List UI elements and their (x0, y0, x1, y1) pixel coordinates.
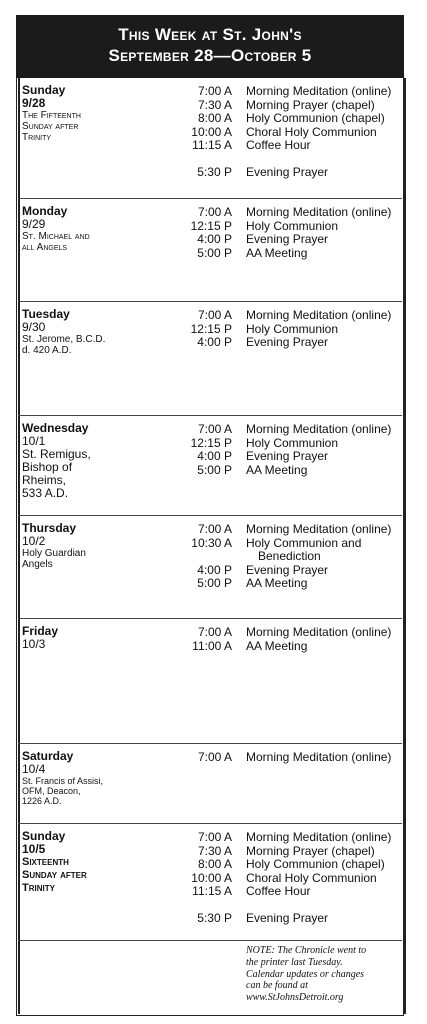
event-row (18, 111, 402, 125)
event-row (18, 436, 402, 450)
event-row (18, 830, 402, 844)
day-section (18, 78, 402, 198)
event-name: Evening Prayer (246, 232, 329, 246)
event-row (18, 125, 402, 139)
event-time: 7:00 A (197, 830, 232, 844)
event-name: AA Meeting (246, 462, 308, 477)
event-row (18, 308, 402, 322)
day-name: Tuesday (22, 307, 70, 321)
event-row (18, 911, 402, 925)
day-section (18, 743, 402, 824)
event-name: Morning Meditation (online) (246, 625, 392, 639)
event-row (18, 165, 402, 179)
event-row (18, 422, 402, 436)
feast-line: Trinity (22, 882, 55, 894)
feast-line: Sunday after (22, 869, 87, 881)
feast-line: St. Francis of Assisi, (22, 776, 104, 786)
event-row (18, 898, 402, 912)
event-row (18, 98, 402, 112)
event-time: 4:00 P (197, 335, 232, 349)
event-time: 5:00 P (197, 462, 232, 477)
event-row (18, 232, 402, 246)
feast-line: St. Jerome, B.C.D. (22, 334, 106, 345)
event-name: Morning Meditation (online) (246, 422, 392, 436)
event-row (18, 625, 402, 639)
day-date: 9/28 (22, 96, 46, 110)
event-name: Morning Meditation (online) (246, 750, 392, 764)
event-name: Morning Prayer (chapel) (246, 97, 375, 112)
event-time: 7:00 A (197, 522, 232, 536)
feast-line: all Angels (22, 242, 68, 253)
day-section (18, 415, 402, 516)
event-row (18, 563, 402, 577)
note-line: can be found at (246, 980, 308, 992)
day-date: 10/2 (22, 534, 46, 548)
day-section (18, 823, 402, 941)
event-time: 4:00 P (197, 562, 232, 577)
event-time: 11:15 A (192, 138, 232, 152)
event-row (18, 84, 402, 98)
event-time: 8:00 A (197, 111, 232, 125)
event-name: Choral Holy Communion (246, 124, 377, 139)
note-line: the printer last Tuesday. (246, 956, 343, 968)
event-name: Evening Prayer (246, 335, 329, 349)
event-time: 7:30 A (197, 843, 232, 858)
event-name: Holy Communion (chapel) (246, 857, 385, 871)
event-name: Morning Meditation (online) (246, 308, 392, 322)
day-date: 9/29 (22, 217, 46, 231)
day-date: 10/3 (22, 637, 46, 651)
event-name: Holy Communion and (246, 535, 362, 550)
event-name: Evening Prayer (246, 911, 329, 925)
event-row (18, 549, 402, 563)
feast-line: Rheims, (22, 473, 67, 487)
feast-line: Sixteenth (22, 856, 69, 868)
day-section (18, 301, 402, 416)
event-row (18, 639, 402, 653)
event-time: 12:15 P (190, 218, 232, 233)
event-name: Holy Communion (chapel) (246, 111, 385, 125)
event-name: AA Meeting (246, 576, 308, 590)
event-name: Morning Meditation (online) (246, 84, 392, 98)
day-name: Friday (22, 624, 59, 638)
event-row (18, 205, 402, 219)
event-name: Holy Communion (246, 321, 339, 336)
feast-line: OFM, Deacon, (22, 786, 81, 796)
day-name: Sunday (22, 829, 66, 843)
feast-line: Trinity (22, 132, 52, 143)
event-row (18, 576, 402, 590)
day-name: Thursday (22, 521, 77, 535)
note-line: www.StJohnsDetroit.org (246, 992, 344, 1004)
event-time: 5:30 P (197, 165, 232, 179)
calendar-header (16, 15, 404, 78)
feast-line: Bishop of (22, 460, 73, 474)
event-row (18, 750, 402, 764)
event-name: AA Meeting (246, 638, 308, 653)
note-line: NOTE: The Chronicle went to (246, 945, 367, 956)
event-name: AA Meeting (246, 245, 308, 260)
event-row (18, 884, 402, 898)
day-name: Sunday (22, 83, 66, 97)
feast-line: St. Michael and (22, 231, 90, 242)
event-name: Morning Prayer (chapel) (246, 843, 375, 858)
header-title: This Week at St. John's (118, 25, 302, 44)
note-section (18, 940, 402, 1015)
event-time: 4:00 P (197, 449, 232, 463)
day-date: 10/4 (22, 762, 46, 776)
feast-line: 1226 A.D. (22, 796, 62, 806)
event-name: Coffee Hour (246, 884, 311, 898)
event-time: 7:00 A (197, 750, 232, 764)
event-name: Holy Communion (246, 218, 339, 233)
event-row (18, 322, 402, 336)
event-name: Morning Meditation (online) (246, 522, 392, 536)
event-time: 12:15 P (190, 435, 232, 450)
event-time: 8:00 A (197, 857, 232, 871)
feast-line: St. Remigus, (22, 447, 91, 461)
event-time: 7:00 A (197, 308, 232, 322)
event-time: 7:30 A (197, 97, 232, 112)
event-name: Coffee Hour (246, 138, 311, 152)
event-time: 5:30 P (197, 911, 232, 925)
day-section (18, 515, 402, 619)
event-row (18, 460, 402, 477)
event-name: Evening Prayer (246, 562, 329, 577)
feast-line: Holy Guardian (22, 548, 86, 559)
event-row (18, 536, 402, 550)
event-time: 10:00 A (191, 124, 232, 139)
event-row (18, 152, 402, 166)
event-time: 4:00 P (197, 232, 232, 246)
event-time: 5:00 P (197, 245, 232, 260)
event-name: Evening Prayer (246, 449, 329, 463)
event-name: Holy Communion (246, 435, 339, 450)
event-row (18, 335, 402, 349)
event-name: Morning Meditation (online) (246, 830, 392, 844)
weekly-calendar (16, 15, 404, 1016)
feast-line: 533 A.D. (22, 486, 69, 500)
event-name: Evening Prayer (246, 165, 329, 179)
event-time: 11:15 A (192, 884, 232, 898)
event-row (18, 449, 402, 463)
feast-line: d. 420 A.D. (22, 345, 72, 356)
event-row (18, 138, 402, 152)
feast-line: Angels (22, 559, 53, 570)
event-time: 7:00 A (197, 84, 232, 98)
event-row (18, 844, 402, 858)
event-time: 5:00 P (197, 576, 232, 590)
event-time: 7:00 A (197, 422, 232, 436)
day-section (18, 618, 402, 744)
note-text (246, 945, 402, 1004)
day-name: Monday (22, 204, 68, 218)
day-section (18, 198, 402, 302)
event-time: 11:00 A (192, 638, 232, 653)
day-date: 10/5 (22, 842, 46, 856)
feast-line: Sunday after (22, 121, 79, 132)
event-row (18, 246, 402, 260)
event-time: 7:00 A (197, 205, 232, 219)
event-name: Choral Holy Communion (246, 870, 377, 885)
day-date: 10/1 (22, 434, 46, 448)
event-time: 10:30 A (191, 535, 232, 550)
event-time: 12:15 P (190, 321, 232, 336)
day-date: 9/30 (22, 320, 46, 334)
day-name: Wednesday (22, 421, 89, 435)
day-name: Saturday (22, 749, 74, 763)
event-row (18, 857, 402, 871)
event-name: Morning Meditation (online) (246, 205, 392, 219)
feast-line: The Fifteenth (22, 110, 81, 121)
event-time: 10:00 A (191, 870, 232, 885)
note-line: Calendar updates or changes (246, 968, 365, 980)
header-date-range: September 28—October 5 (108, 46, 312, 65)
event-name: Benediction (258, 549, 321, 563)
event-row (18, 219, 402, 233)
event-row (18, 522, 402, 536)
event-time: 7:00 A (197, 625, 232, 639)
event-row (18, 871, 402, 885)
